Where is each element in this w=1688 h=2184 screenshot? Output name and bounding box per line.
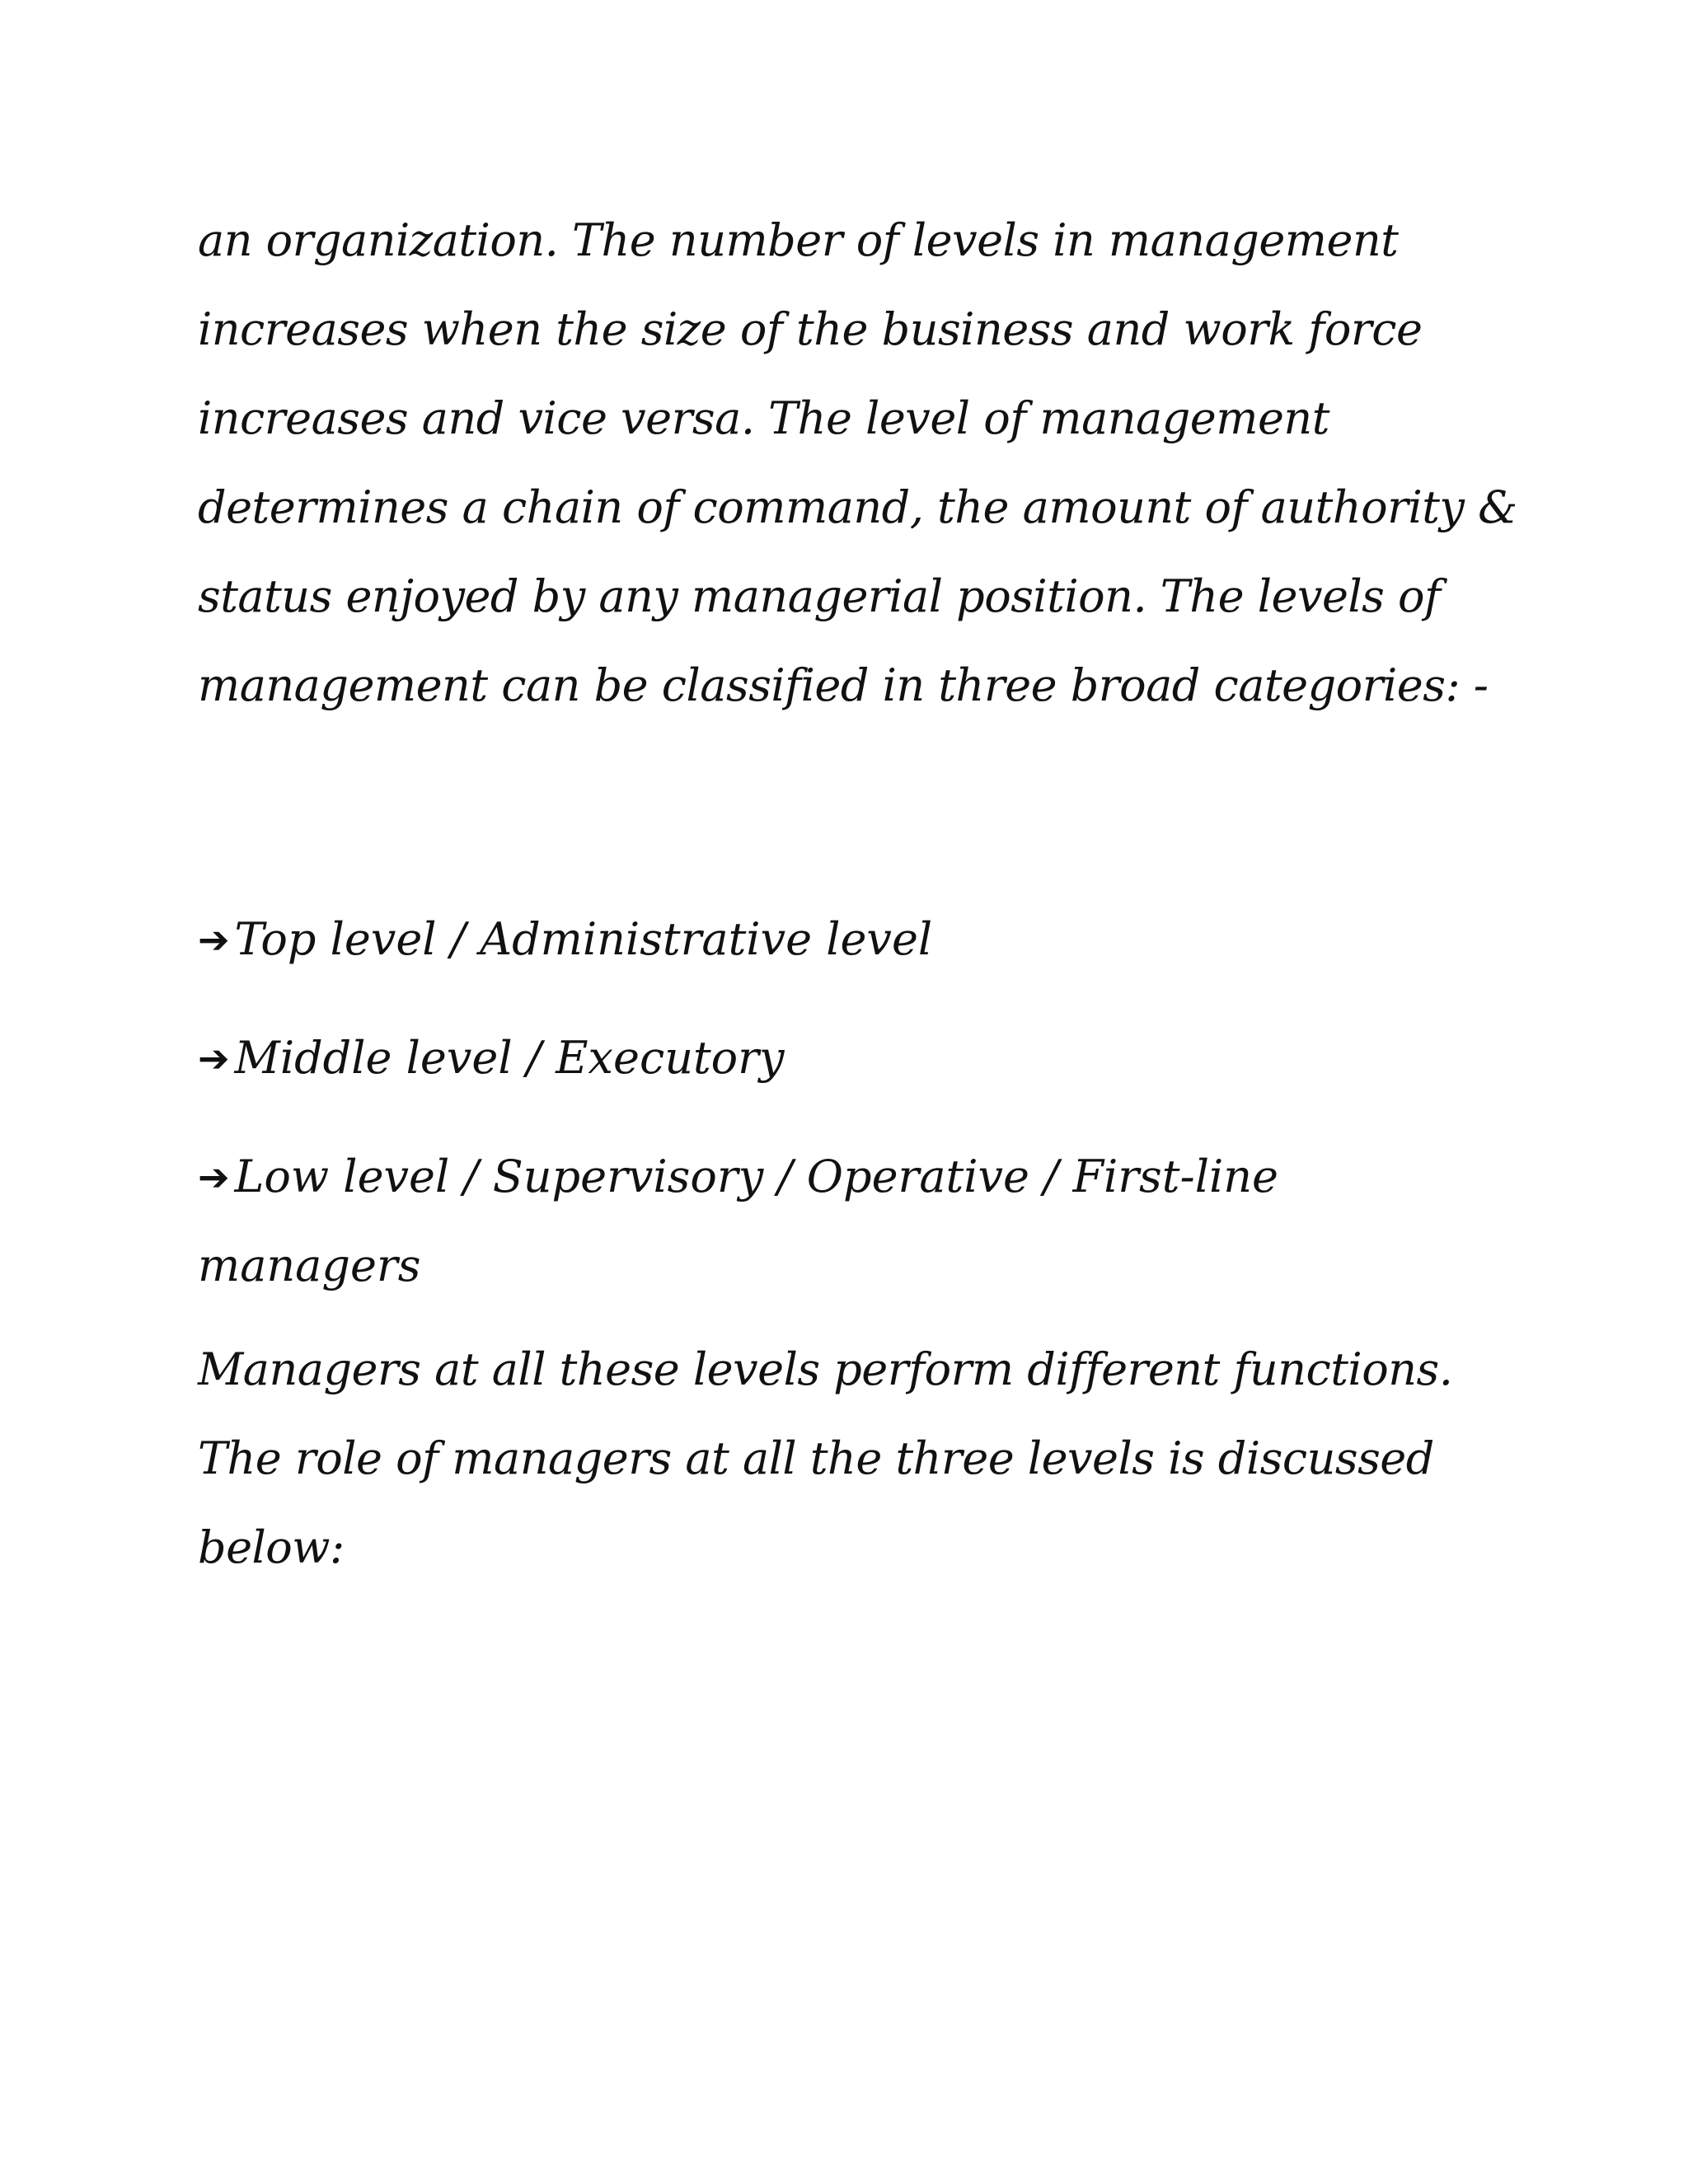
list-item-middle-level — [198, 1014, 1451, 1103]
right-arrow-icon: ➔ — [198, 1155, 230, 1199]
list-item-top-level — [198, 895, 1451, 984]
management-levels-list — [198, 895, 1523, 1310]
intro-paragraph: an organization. The number of levels in management increases when the size of the business and work force increases and vice versa. The level of management determines a chain of command, the amount of authority & status enjoyed by any managerial position. The levels of management can be classified in three broad categories: - — [198, 214, 1517, 711]
list-item-label: Top level / Administrative level — [234, 913, 933, 965]
right-arrow-icon: ➔ — [198, 917, 230, 962]
right-arrow-icon: ➔ — [198, 1036, 230, 1080]
list-item-low-level — [198, 1132, 1451, 1310]
list-item-label: Low level / Supervisory / Operative / First-line managers — [198, 1151, 1278, 1291]
list-item-label: Middle level / Executory — [234, 1032, 785, 1084]
closing-paragraph: Managers at all these levels perform different functions. The role of managers at all the three levels is discussed below: — [198, 1343, 1453, 1573]
